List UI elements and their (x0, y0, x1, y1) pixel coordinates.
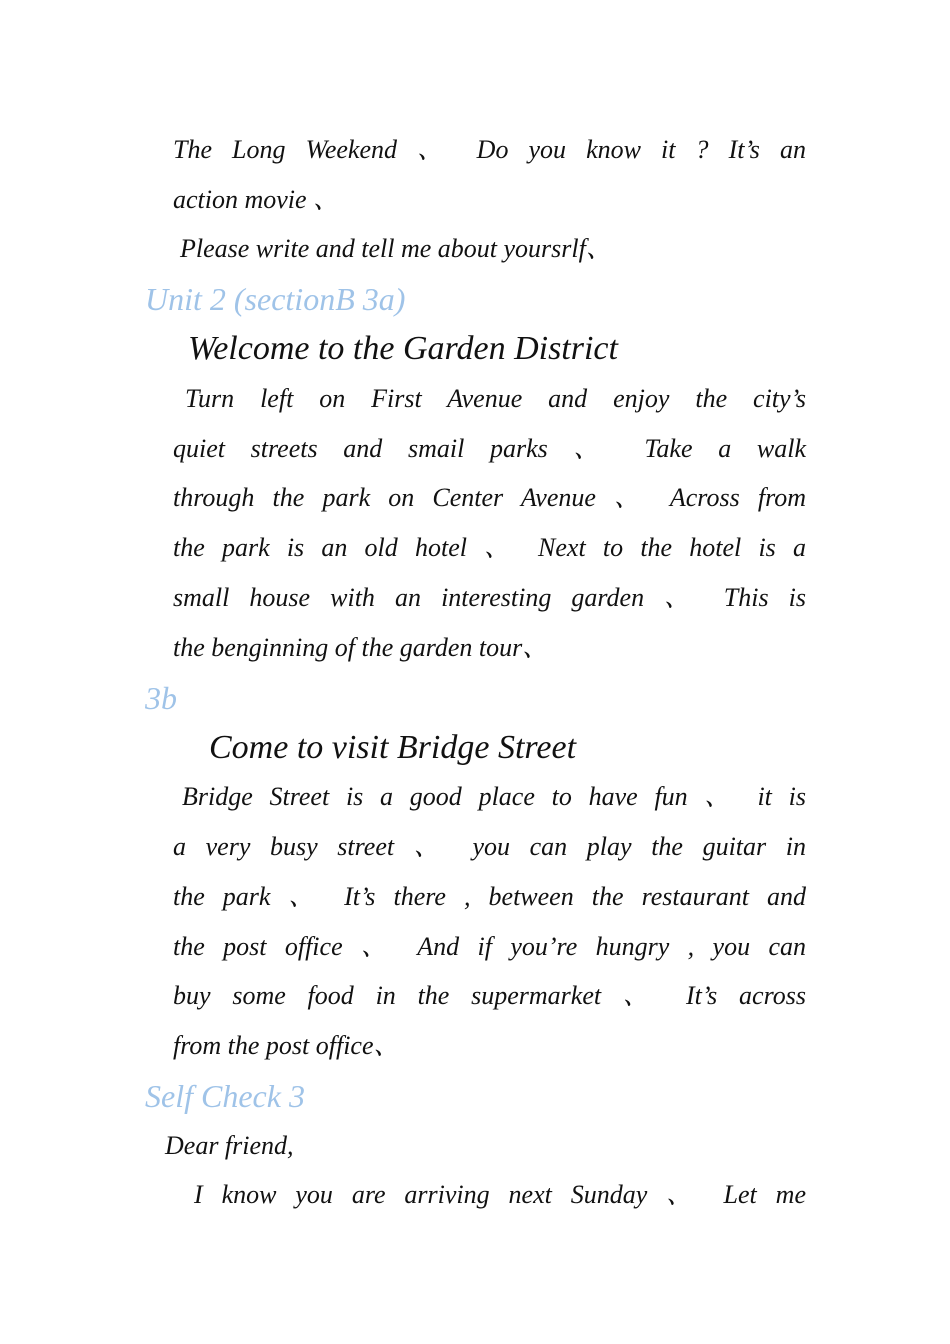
intro-line-2: action movie 、 (173, 185, 340, 214)
unit2-line-1: Turn left on First Avenue and enjoy the city’s (185, 384, 806, 413)
section3b-title: Come to visit Bridge Street (209, 729, 577, 766)
intro-line-3: Please write and tell me about yoursrlf、 (180, 234, 612, 263)
section3b-line-6: from the post office、 (173, 1031, 400, 1060)
unit2-heading: Unit 2 (sectionB 3a) (145, 281, 406, 317)
unit2-line-3: through the park on Center Avenue 、 Across from (173, 483, 806, 512)
section3b-line-2: a very busy street 、 you can play the guitar in (173, 832, 806, 861)
unit2-line-6: the benginning of the garden tour、 (173, 633, 549, 662)
unit2-line-5: small house with an interesting garden 、 This is (173, 583, 806, 612)
selfcheck-greeting: Dear friend, (165, 1131, 294, 1160)
section3b-line-3: the park 、 It’s there , between the restaurant and (173, 882, 806, 911)
section3b-line-1: Bridge Street is a good place to have fun 、 it is (182, 782, 806, 811)
intro-line-1: The Long Weekend 、 Do you know it ? It’s an (173, 135, 806, 164)
unit2-line-2: quiet streets and smail parks 、 Take a walk (173, 434, 806, 463)
unit2-line-4: the park is an old hotel 、 Next to the hotel is a (173, 533, 806, 562)
selfcheck-heading: Self Check 3 (145, 1078, 305, 1114)
selfcheck-line-1: I know you are arriving next Sunday 、 Let me (194, 1180, 806, 1209)
section3b-line-4: the post office 、 And if you’re hungry , you can (173, 932, 806, 961)
section3b-line-5: buy some food in the supermarket 、 It’s across (173, 981, 806, 1010)
unit2-title: Welcome to the Garden District (188, 330, 618, 367)
section3b-heading: 3b (145, 680, 177, 716)
